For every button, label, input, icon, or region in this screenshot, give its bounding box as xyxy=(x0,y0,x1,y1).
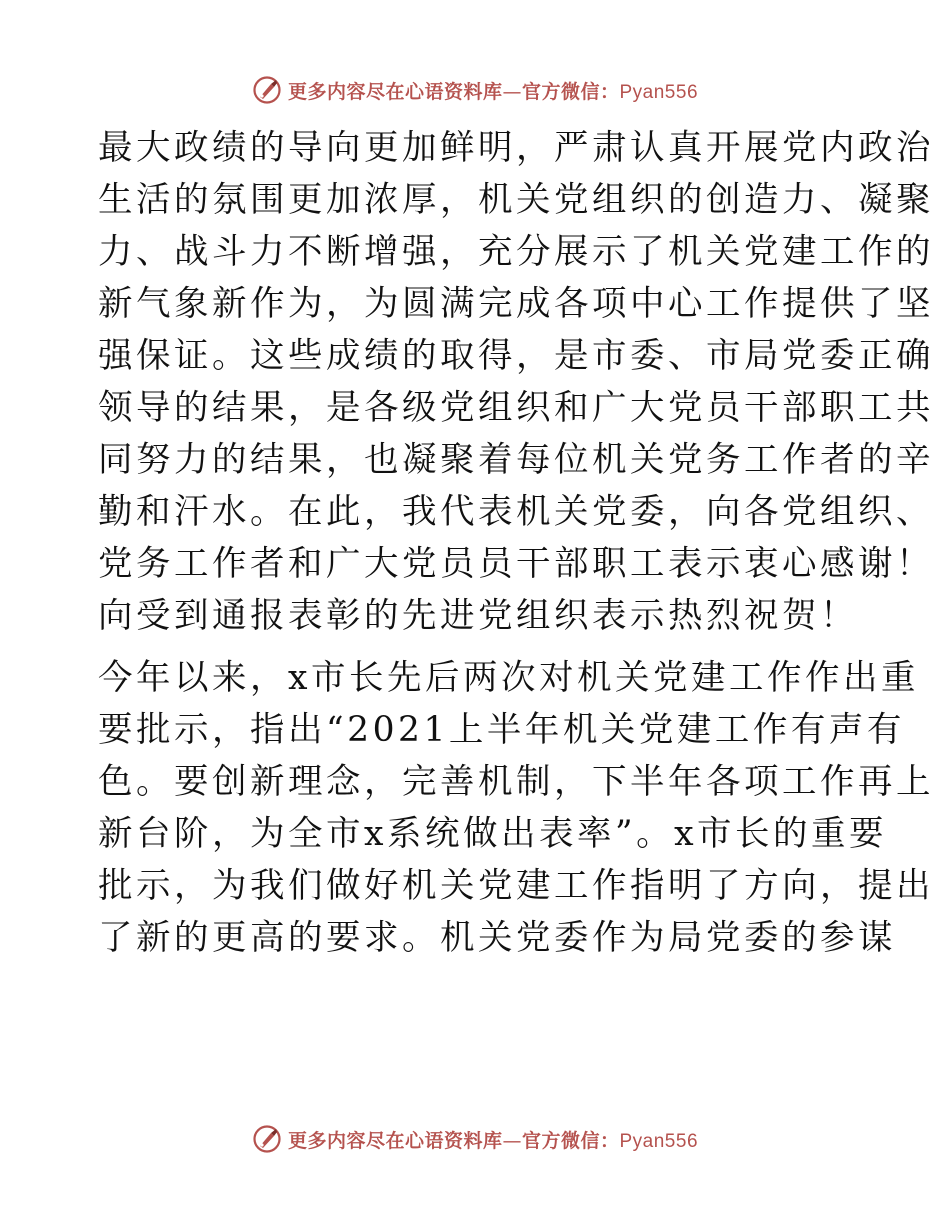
header-banner-label: 官方微信： xyxy=(521,80,620,103)
text-line: 强保证。这些成绩的取得，是市委、市局党委正确 xyxy=(98,336,934,376)
text-line: 力、战斗力不断增强，充分展示了机关党建工作的 xyxy=(98,232,934,272)
pen-logo-icon xyxy=(252,1124,282,1154)
footer-banner-account: Pyan556 xyxy=(619,1130,699,1152)
header-banner xyxy=(0,72,950,108)
header-banner-account: Pyan556 xyxy=(619,81,699,103)
footer-banner-text xyxy=(288,1126,698,1153)
text-line: 领导的结果，是各级党组织和广大党员干部职工共 xyxy=(98,388,934,428)
footer-banner-separator: — xyxy=(502,1129,522,1152)
paragraph-2 xyxy=(98,652,934,964)
footer-banner-title: 更多内容尽在心语资料库 xyxy=(287,1129,503,1152)
text-line: 色。要创新理念，完善机制，下半年各项工作再上 xyxy=(98,762,934,802)
text-line: 批示，为我们做好机关党建工作指明了方向，提出 xyxy=(98,866,934,906)
text-line: 党务工作者和广大党员员干部职工表示衷心感谢！ xyxy=(98,544,934,584)
text-line: 新气象新作为，为圆满完成各项中心工作提供了坚 xyxy=(98,284,934,324)
text-line: 向受到通报表彰的先进党组织表示热烈祝贺！ xyxy=(98,596,858,636)
paragraph-1 xyxy=(98,122,934,642)
text-line: 新台阶，为全市x系统做出表率”。x市长的重要 xyxy=(98,814,888,854)
pen-logo-icon xyxy=(252,75,282,105)
header-banner-text xyxy=(288,77,698,104)
text-line: 今年以来，x市长先后两次对机关党建工作作出重 xyxy=(98,658,919,698)
text-line: 了新的更高的要求。机关党委作为局党委的参谋 xyxy=(98,918,896,958)
header-banner-title: 更多内容尽在心语资料库 xyxy=(287,80,503,103)
header-banner-separator: — xyxy=(502,80,522,103)
footer-banner xyxy=(0,1121,950,1157)
footer-banner-label: 官方微信： xyxy=(521,1129,620,1152)
document-body xyxy=(98,122,934,964)
text-line: 要批示，指出“2021上半年机关党建工作有声有 xyxy=(98,710,905,750)
text-line: 生活的氛围更加浓厚，机关党组织的创造力、凝聚 xyxy=(98,180,934,220)
text-line: 最大政绩的导向更加鲜明，严肃认真开展党内政治 xyxy=(98,128,934,168)
paragraph-gap xyxy=(98,642,858,652)
text-line: 同努力的结果，也凝聚着每位机关党务工作者的辛 xyxy=(98,440,934,480)
text-line: 勤和汗水。在此，我代表机关党委，向各党组织、 xyxy=(98,492,934,532)
